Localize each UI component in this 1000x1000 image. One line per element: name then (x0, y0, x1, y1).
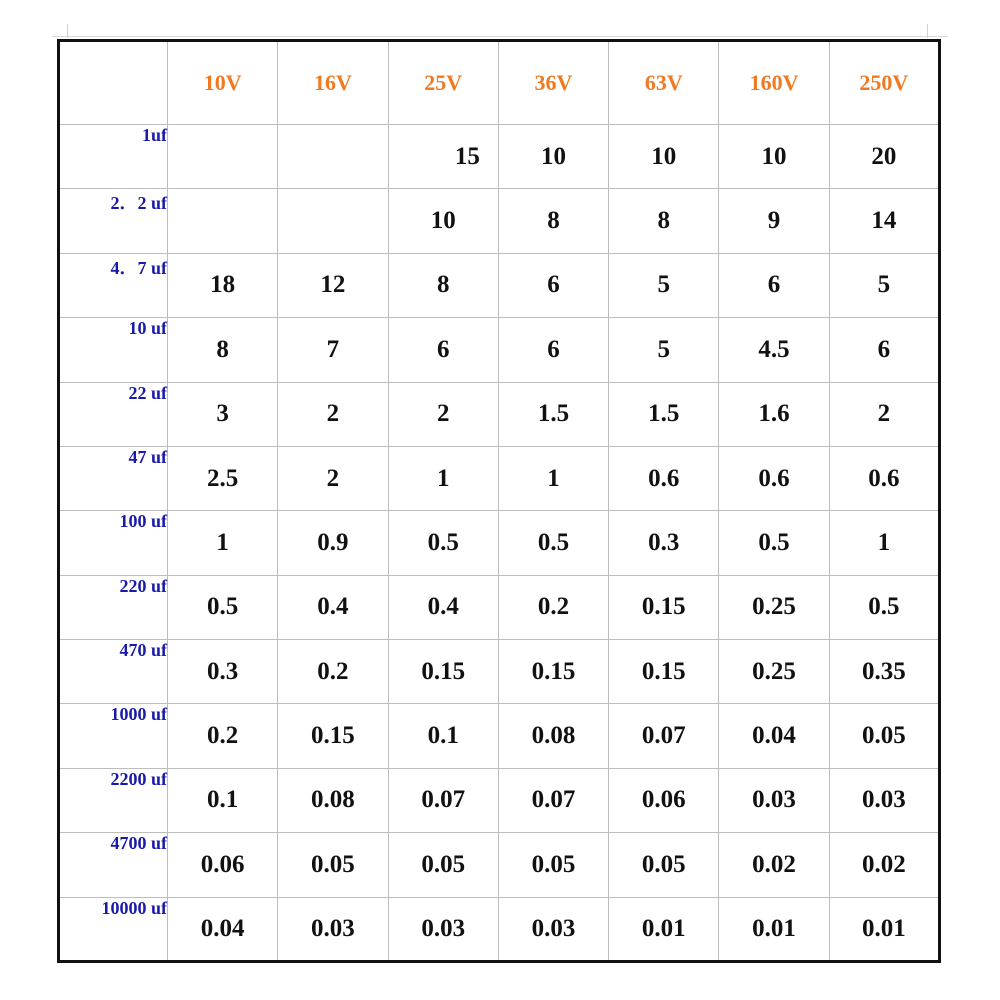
esr-value-cell: 0.02 (829, 833, 939, 897)
voltage-header: 36V (498, 41, 608, 125)
esr-value-cell: 18 (168, 253, 278, 317)
esr-value-cell: 8 (609, 189, 719, 253)
esr-value-cell: 0.01 (829, 897, 939, 962)
table-row (59, 318, 940, 382)
esr-value-cell: 0.01 (609, 897, 719, 962)
esr-value-cell: 0.3 (168, 640, 278, 704)
esr-value-cell: 1.6 (719, 382, 829, 446)
esr-value-cell: 14 (829, 189, 939, 253)
esr-value-cell: 6 (498, 318, 608, 382)
esr-value-cell: 2 (829, 382, 939, 446)
esr-value-cell: 0.07 (498, 768, 608, 832)
esr-value-cell: 9 (719, 189, 829, 253)
capacitance-label: 10000 uf (59, 897, 168, 962)
esr-value-cell: 0.05 (278, 833, 388, 897)
esr-value-cell: 10 (388, 189, 498, 253)
esr-value-cell: 5 (829, 253, 939, 317)
esr-value-cell: 0.6 (829, 446, 939, 510)
capacitance-label: 10 uf (59, 318, 168, 382)
capacitance-label: 4．7 uf (59, 253, 168, 317)
left-tick-mark (67, 24, 68, 38)
esr-value-cell: 0.5 (388, 511, 498, 575)
table-row (59, 768, 940, 832)
table-row (59, 640, 940, 704)
esr-value-cell: 0.35 (829, 640, 939, 704)
table-row (59, 704, 940, 768)
esr-value-cell: 1 (168, 511, 278, 575)
esr-value-cell: 20 (829, 125, 939, 189)
esr-value-cell: 0.05 (609, 833, 719, 897)
esr-value-cell (168, 189, 278, 253)
esr-value-cell: 0.06 (168, 833, 278, 897)
esr-value-cell: 0.02 (719, 833, 829, 897)
esr-value-cell: 10 (609, 125, 719, 189)
esr-value-cell: 8 (498, 189, 608, 253)
esr-value-cell: 5 (609, 318, 719, 382)
esr-value-cell: 0.08 (498, 704, 608, 768)
esr-value-cell: 8 (168, 318, 278, 382)
esr-value-cell (278, 125, 388, 189)
esr-value-cell: 0.08 (278, 768, 388, 832)
voltage-header: 10V (168, 41, 278, 125)
esr-value-cell: 0.15 (498, 640, 608, 704)
esr-value-cell: 0.9 (278, 511, 388, 575)
esr-value-cell: 8 (388, 253, 498, 317)
esr-value-cell: 1.5 (498, 382, 608, 446)
esr-value-cell: 0.2 (168, 704, 278, 768)
capacitance-label: 100 uf (59, 511, 168, 575)
esr-value-cell: 0.5 (498, 511, 608, 575)
esr-value-cell: 4.5 (719, 318, 829, 382)
voltage-header-row (59, 41, 940, 125)
capacitance-label: 470 uf (59, 640, 168, 704)
capacitance-label: 22 uf (59, 382, 168, 446)
table-row (59, 833, 940, 897)
capacitance-label: 2．2 uf (59, 189, 168, 253)
table-row (59, 253, 940, 317)
esr-value-cell: 0.5 (719, 511, 829, 575)
esr-value-cell: 0.03 (388, 897, 498, 962)
voltage-header: 16V (278, 41, 388, 125)
esr-value-cell: 0.03 (278, 897, 388, 962)
esr-value-cell: 1.5 (609, 382, 719, 446)
esr-value-cell: 0.2 (278, 640, 388, 704)
esr-value-cell: 0.05 (498, 833, 608, 897)
corner-cell (59, 41, 168, 125)
esr-value-cell: 12 (278, 253, 388, 317)
voltage-header: 250V (829, 41, 939, 125)
esr-value-cell: 0.4 (388, 575, 498, 639)
table-row (59, 511, 940, 575)
esr-value-cell: 6 (388, 318, 498, 382)
esr-value-cell: 0.07 (388, 768, 498, 832)
esr-value-cell: 0.2 (498, 575, 608, 639)
esr-value-cell: 0.6 (609, 446, 719, 510)
table-row (59, 382, 940, 446)
esr-value-cell: 1 (388, 446, 498, 510)
esr-value-cell: 0.05 (388, 833, 498, 897)
voltage-header: 160V (719, 41, 829, 125)
esr-value-cell: 0.15 (609, 575, 719, 639)
esr-value-cell: 0.03 (829, 768, 939, 832)
esr-value-cell: 6 (498, 253, 608, 317)
esr-value-cell: 0.3 (609, 511, 719, 575)
esr-value-cell: 0.1 (388, 704, 498, 768)
esr-value-cell: 2 (278, 446, 388, 510)
esr-value-cell: 2 (278, 382, 388, 446)
right-tick-mark (927, 24, 928, 38)
esr-value-cell: 0.04 (719, 704, 829, 768)
capacitance-label: 2200 uf (59, 768, 168, 832)
esr-value-cell: 0.15 (278, 704, 388, 768)
esr-value-cell: 0.15 (388, 640, 498, 704)
esr-value-cell: 1 (829, 511, 939, 575)
top-rule (52, 36, 948, 37)
esr-value-cell: 7 (278, 318, 388, 382)
voltage-header: 25V (388, 41, 498, 125)
esr-value-cell: 0.06 (609, 768, 719, 832)
table-row (59, 189, 940, 253)
esr-value-cell: 0.5 (829, 575, 939, 639)
esr-value-cell: 0.4 (278, 575, 388, 639)
voltage-header: 63V (609, 41, 719, 125)
esr-value-cell: 0.5 (168, 575, 278, 639)
esr-value-cell: 15 (388, 125, 498, 189)
esr-value-cell: 6 (829, 318, 939, 382)
esr-value-cell: 0.07 (609, 704, 719, 768)
esr-value-cell: 0.6 (719, 446, 829, 510)
esr-value-cell: 0.1 (168, 768, 278, 832)
esr-value-cell: 0.04 (168, 897, 278, 962)
esr-value-cell: 2.5 (168, 446, 278, 510)
esr-value-cell (278, 189, 388, 253)
table-row (59, 575, 940, 639)
capacitance-label: 1uf (59, 125, 168, 189)
esr-value-cell: 0.01 (719, 897, 829, 962)
esr-value-cell: 2 (388, 382, 498, 446)
esr-value-cell: 0.03 (719, 768, 829, 832)
esr-value-cell: 5 (609, 253, 719, 317)
esr-value-cell: 0.05 (829, 704, 939, 768)
capacitance-label: 1000 uf (59, 704, 168, 768)
capacitance-label: 220 uf (59, 575, 168, 639)
esr-value-cell: 10 (719, 125, 829, 189)
esr-value-cell: 0.25 (719, 575, 829, 639)
esr-value-cell (168, 125, 278, 189)
table-row (59, 897, 940, 962)
esr-value-cell: 0.25 (719, 640, 829, 704)
esr-value-cell: 1 (498, 446, 608, 510)
esr-table (57, 39, 941, 963)
capacitance-label: 47 uf (59, 446, 168, 510)
table-body (59, 125, 940, 962)
esr-value-cell: 0.15 (609, 640, 719, 704)
esr-value-cell: 6 (719, 253, 829, 317)
table-row (59, 125, 940, 189)
esr-value-cell: 3 (168, 382, 278, 446)
esr-value-cell: 10 (498, 125, 608, 189)
capacitance-label: 4700 uf (59, 833, 168, 897)
table-row (59, 446, 940, 510)
esr-value-cell: 0.03 (498, 897, 608, 962)
